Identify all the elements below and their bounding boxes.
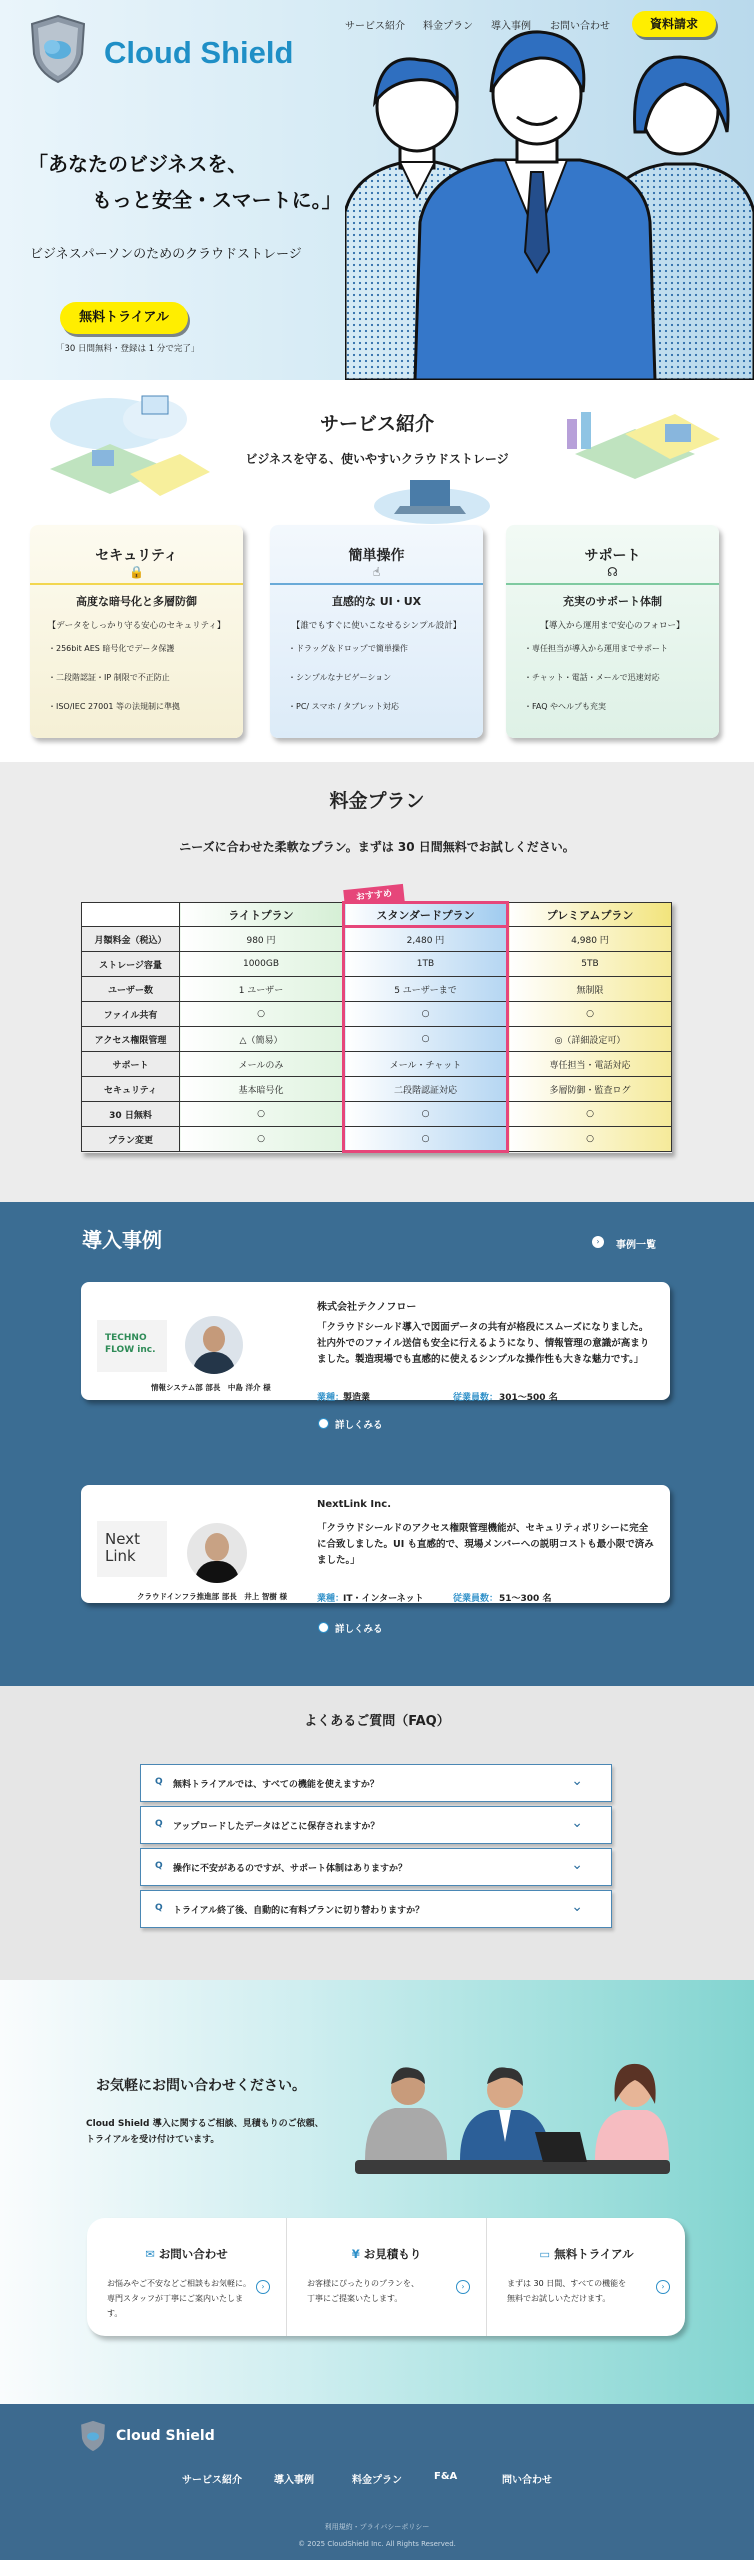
- faq-question: 無料トライアルでは、すべての機能を使えますか？: [173, 1780, 379, 1790]
- pricing-row-label: セキュリティ: [82, 1077, 180, 1102]
- pricing-cell: ○: [344, 1127, 508, 1152]
- plan-light-header: ライトプラン: [180, 903, 344, 927]
- option-title: お見積もり: [363, 2247, 422, 2261]
- pricing-section: [0, 762, 754, 1202]
- card-title: 簡単操作: [348, 548, 405, 564]
- footer-brand[interactable]: Cloud Shield: [116, 2428, 215, 2444]
- pricing-cell: ○: [180, 1102, 344, 1127]
- pricing-cell: 専任担当・電話対応: [508, 1052, 672, 1077]
- pricing-cell: 1TB: [344, 952, 508, 977]
- arrow-right-icon: ›: [592, 1236, 604, 1248]
- services-subtitle: ビジネスを守る、使いやすいクラウドストレージ: [245, 452, 509, 466]
- case-card: [81, 1282, 670, 1403]
- avatar: [185, 1316, 243, 1374]
- card-feature-list: [48, 643, 180, 730]
- pointer-icon: ☝: [372, 565, 381, 579]
- cases-title: 導入事例: [82, 1228, 162, 1252]
- case-industry-label: 業種：: [317, 1393, 345, 1403]
- pricing-cell: 2,480 円: [344, 927, 508, 952]
- faq-title: よくあるご質問（FAQ）: [304, 1714, 450, 1729]
- option-title: お問い合わせ: [158, 2247, 228, 2261]
- card-feature: ・専任担当が導入から運用までサポート: [524, 644, 668, 653]
- card-divider: [30, 583, 243, 585]
- pricing-row: [82, 1077, 672, 1102]
- case-employees: 301〜500 名: [499, 1393, 558, 1403]
- case-more-link[interactable]: 詳しくみる: [335, 1624, 383, 1635]
- pricing-row: [82, 1127, 672, 1152]
- play-icon: [318, 1622, 329, 1633]
- faq-q-prefix: Q: [155, 1777, 163, 1787]
- pricing-cell: 4,980 円: [508, 927, 672, 952]
- pricing-cell: 多層防御・監査ログ: [508, 1077, 672, 1102]
- faq-q-prefix: Q: [155, 1903, 163, 1913]
- pricing-cell: 980 円: [180, 927, 344, 952]
- pricing-row: [82, 1102, 672, 1127]
- request-docs-button[interactable]: 資料請求: [632, 11, 716, 37]
- card-divider: [506, 583, 719, 585]
- card-title: サポート: [584, 548, 641, 564]
- shield-logo-icon: [30, 14, 86, 84]
- pricing-cell: 二段階認証対応: [344, 1077, 508, 1102]
- card-lead: 高度な暗号化と多層防御: [76, 595, 197, 608]
- service-card-security: [30, 525, 243, 738]
- nav-cases[interactable]: 導入事例: [491, 21, 531, 32]
- card-title: セキュリティ: [95, 548, 178, 564]
- services-title: サービス紹介: [319, 413, 434, 435]
- pricing-cell: ◎（詳細設定可）: [508, 1027, 672, 1052]
- pricing-row-label: ストレージ容量: [82, 952, 180, 977]
- businesspeople-illustration: [345, 22, 754, 380]
- faq-q-prefix: Q: [155, 1819, 163, 1829]
- case-employees: 51〜300 名: [499, 1594, 552, 1604]
- case-company: NextLink Inc.: [317, 1499, 391, 1510]
- card-feature: ・ドラッグ＆ドロップで簡単操作: [288, 644, 408, 653]
- card-feature: ・PC/ スマホ / タブレット対応: [288, 702, 399, 711]
- chevron-down-icon[interactable]: ⌄: [571, 1899, 583, 1915]
- service-card-usability: [270, 525, 483, 738]
- case-industry: 製造業: [343, 1393, 371, 1403]
- footer-nav-faq[interactable]: F&A: [434, 2471, 458, 2482]
- pricing-cell: メール・チャット: [344, 1052, 508, 1077]
- card-divider: [270, 583, 483, 585]
- footer-nav-services[interactable]: サービス紹介: [182, 2475, 242, 2486]
- lock-icon: 🔒: [129, 565, 144, 579]
- card-sub: 【誰でもすぐに使いこなせるシンプル設計】: [291, 621, 462, 631]
- case-more-link[interactable]: 詳しくみる: [335, 1420, 383, 1431]
- trial-note: 「30 日間無料・登録は 1 分で完了」: [56, 344, 200, 354]
- case-industry: IT・インターネット: [343, 1594, 424, 1604]
- contact-option-estimate[interactable]: [287, 2218, 486, 2336]
- logo-text: TECHNO FLOW inc.: [105, 1333, 156, 1355]
- pricing-table: [81, 901, 672, 1153]
- card-sub: 【導入から運用まで安心のフォロー】: [540, 621, 685, 631]
- faq-item[interactable]: [140, 1848, 612, 1886]
- laptop-cloud-illustration: [370, 470, 495, 526]
- contact-options: [87, 2218, 685, 2336]
- contact-text-2: トライアルを受け付けています。: [86, 2135, 220, 2145]
- card-feature-list: [288, 643, 408, 730]
- pricing-cell: ○: [344, 1027, 508, 1052]
- case-quote: 「クラウドシールド導入で図面データの共有が格段にスムーズになりました。社内外でのファイル送信も安全に行えるようになり、情報管理の意識が高まりました。製造現場でも直感的に使えるシンプルな操作性も大きな魅力です。」: [317, 1322, 650, 1365]
- option-line: 無料でお試しいただけます。: [507, 2294, 611, 2303]
- yen-icon: ¥: [351, 2247, 364, 2261]
- faq-question: トライアル終了後、自動的に有料プランに切り替わりますか？: [173, 1906, 425, 1916]
- faq-item[interactable]: [140, 1890, 612, 1928]
- hero-headline-1: 「あなたのビジネスを、: [28, 152, 248, 176]
- faq-item[interactable]: [140, 1764, 612, 1802]
- pricing-cell: 5 ユーザーまで: [344, 977, 508, 1002]
- footer-nav-cases[interactable]: 導入事例: [274, 2475, 314, 2486]
- footer: [0, 2404, 754, 2560]
- hero-headline-2: もっと安全・スマートに。」: [92, 188, 342, 212]
- card-lead: 直感的な UI・UX: [331, 595, 422, 608]
- arrow-right-icon[interactable]: ›: [456, 2280, 470, 2294]
- pricing-cell: ○: [344, 1102, 508, 1127]
- pricing-cell: 1 ユーザー: [180, 977, 344, 1002]
- pricing-row-label: 30 日無料: [82, 1102, 180, 1127]
- case-employees-label: 従業員数：: [453, 1594, 499, 1604]
- case-person: 情報システム部 部長 中島 洋介 様: [151, 1383, 271, 1392]
- pricing-row: [82, 1052, 672, 1077]
- pricing-row: [82, 927, 672, 952]
- mail-icon: ✉: [145, 2247, 159, 2261]
- case-list-link[interactable]: 事例一覧: [616, 1240, 656, 1251]
- option-title: 無料トライアル: [554, 2247, 634, 2261]
- recommended-badge: おすすめ: [343, 884, 405, 908]
- pricing-cell: 無制限: [508, 977, 672, 1002]
- card-sub: 【データをしっかり守る安心のセキュリティ】: [47, 621, 226, 631]
- case-industry-label: 業種：: [317, 1594, 345, 1604]
- nextlink-logo: [97, 1521, 167, 1577]
- pricing-cell: ○: [508, 1102, 672, 1127]
- pricing-cell: 1000GB: [180, 952, 344, 977]
- pricing-subtitle: ニーズに合わせた柔軟なプラン。まずは 30 日間無料でお試しください。: [179, 840, 575, 854]
- option-line: 丁寧にご提案いたします。: [307, 2294, 403, 2303]
- pricing-row-label: ユーザー数: [82, 977, 180, 1002]
- plan-premium-header: プレミアムプラン: [508, 903, 672, 927]
- shield-logo-icon: [80, 2420, 106, 2452]
- faq-question: アップロードしたデータはどこに保存されますか？: [173, 1822, 380, 1832]
- chevron-down-icon[interactable]: ⌄: [571, 1773, 583, 1789]
- contact-title: お気軽にお問い合わせください。: [96, 2078, 306, 2094]
- play-icon: [318, 1418, 329, 1429]
- pricing-row-label: アクセス権限管理: [82, 1027, 180, 1052]
- card-feature: ・二段階認証・IP 制限で不正防止: [48, 673, 170, 682]
- pricing-row-label: サポート: [82, 1052, 180, 1077]
- case-company: 株式会社テクノフロー: [317, 1302, 417, 1313]
- pricing-cell: ○: [180, 1127, 344, 1152]
- footer-nav-pricing[interactable]: 料金プラン: [352, 2475, 402, 2486]
- faq-item[interactable]: [140, 1806, 612, 1844]
- service-card-support: [506, 525, 719, 738]
- pricing-cell: ○: [180, 1002, 344, 1027]
- pricing-row-label: ファイル共有: [82, 1002, 180, 1027]
- card-feature: ・シンプルなナビゲーション: [288, 673, 392, 682]
- contact-option-inquiry[interactable]: [87, 2218, 286, 2336]
- pricing-cell: メールのみ: [180, 1052, 344, 1077]
- card-feature: ・256bit AES 暗号化でデータ保護: [48, 644, 175, 653]
- arrow-right-icon[interactable]: ›: [656, 2280, 670, 2294]
- option-line: お悩みやご不安などご相談もお気軽に。: [107, 2279, 251, 2288]
- cloud-workspace-illustration-right: [555, 384, 725, 509]
- pricing-cell: 5TB: [508, 952, 672, 977]
- pricing-row: [82, 952, 672, 977]
- pricing-cell: ○: [508, 1127, 672, 1152]
- option-line: まずは 30 日間、すべての機能を: [507, 2279, 627, 2288]
- case-quote: 「クラウドシールドのアクセス権限管理機能が、セキュリティポリシーに完全に合致しました。UI も直感的で、現場メンバーへの説明コストも最小限で済みました。」: [317, 1523, 654, 1566]
- faq-question: 操作に不安があるのですが、サポート体制はありますか？: [173, 1864, 408, 1874]
- headset-icon: ☊: [607, 565, 618, 579]
- card-feature-list: [524, 643, 668, 730]
- cloud-workspace-illustration-left: [30, 384, 210, 509]
- hero-subtitle: ビジネスパーソンのためのクラウドストレージ: [30, 247, 302, 262]
- contact-section: [0, 1980, 754, 2404]
- pricing-row-label: プラン変更: [82, 1127, 180, 1152]
- arrow-right-icon[interactable]: ›: [256, 2280, 270, 2294]
- pricing-cell: 基本暗号化: [180, 1077, 344, 1102]
- meeting-illustration: [355, 2032, 675, 2192]
- monitor-icon: ▭: [539, 2247, 555, 2261]
- card-feature: ・FAQ やヘルプも充実: [524, 702, 607, 711]
- card-feature: ・チャット・電話・メールで迅速対応: [524, 673, 660, 682]
- pricing-row: [82, 1002, 672, 1027]
- case-card: [81, 1485, 670, 1603]
- logo-text: Next Link: [105, 1530, 140, 1565]
- cases-section: [0, 1202, 754, 1686]
- chevron-down-icon[interactable]: ⌄: [571, 1815, 583, 1831]
- pricing-cell: ○: [508, 1002, 672, 1027]
- brand-name[interactable]: Cloud Shield: [104, 35, 294, 70]
- nav-pricing[interactable]: 料金プラン: [423, 21, 473, 32]
- pricing-cell: ○: [344, 1002, 508, 1027]
- pricing-cell: △（簡易）: [180, 1027, 344, 1052]
- pricing-row-label: 月額料金（税込）: [82, 927, 180, 952]
- plan-standard-header: スタンダードプラン: [344, 903, 508, 927]
- hero-section: [0, 0, 754, 380]
- copyright: © 2025 CloudShield Inc. All Rights Reserved.: [298, 2540, 456, 2548]
- services-section: [0, 380, 754, 762]
- faq-section: [0, 1686, 754, 1980]
- nav-services[interactable]: サービス紹介: [345, 21, 405, 32]
- faq-q-prefix: Q: [155, 1861, 163, 1871]
- pricing-row: [82, 1027, 672, 1052]
- free-trial-button[interactable]: 無料トライアル: [60, 302, 188, 334]
- technoflow-logo: [97, 1320, 167, 1372]
- option-line: お客様にぴったりのプランを、: [307, 2279, 419, 2288]
- contact-option-trial[interactable]: [487, 2218, 686, 2336]
- option-line: 専門スタッフが丁寧にご案内いたします。: [107, 2294, 243, 2318]
- pricing-row: [82, 977, 672, 1002]
- contact-text-1: Cloud Shield 導入に関するご相談、見積もりのご依頼、: [86, 2119, 324, 2129]
- card-feature: ・ISO/IEC 27001 等の法規制に準拠: [48, 702, 180, 711]
- privacy-link[interactable]: 利用規約・プライバシーポリシー: [324, 2523, 430, 2531]
- chevron-down-icon[interactable]: ⌄: [571, 1857, 583, 1873]
- avatar: [187, 1523, 247, 1583]
- card-lead: 充実のサポート体制: [563, 595, 662, 608]
- pricing-title: 料金プラン: [329, 790, 425, 812]
- nav-contact[interactable]: お問い合わせ: [550, 21, 610, 32]
- footer-nav-contact[interactable]: 問い合わせ: [502, 2475, 552, 2486]
- case-person: クラウドインフラ推進部 部長 井上 智樹 様: [137, 1592, 287, 1601]
- case-employees-label: 従業員数：: [453, 1393, 499, 1403]
